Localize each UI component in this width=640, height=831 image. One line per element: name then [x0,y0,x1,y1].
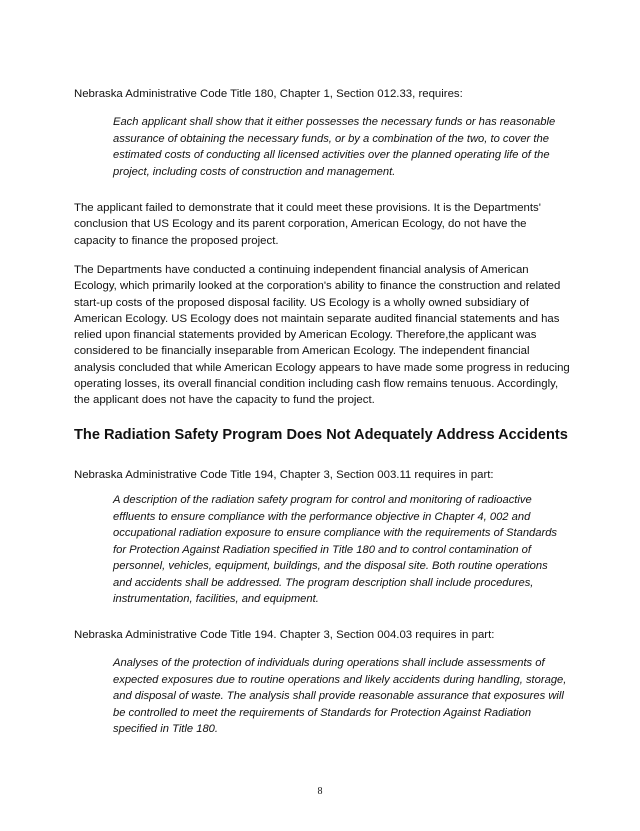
section-heading: The Radiation Safety Program Does Not Adequately Address Accidents [74,427,568,443]
quoted-requirement-exposure-analysis: Analyses of the protection of individuals during operations shall include assessments of expected exposures due to routine operations and likely accidents during handling, storage, and disposal of waste. The analysis shall provide reasonable assurance that exposures will be controlled to meet the requirements of Standards for Protection Against Radiation specified in Title 180. [113,657,567,735]
citation-title-194-004: Nebraska Administrative Code Title 194. Chapter 3, Section 004.03 requires in part: [74,629,495,641]
citation-title-194-003: Nebraska Administrative Code Title 194, Chapter 3, Section 003.11 requires in part: [74,469,494,481]
citation-title-180: Nebraska Administrative Code Title 180, Chapter 1, Section 012.33, requires: [74,88,463,100]
quoted-requirement-safety-program: A description of the radiation safety program for control and monitoring of radioactive effluents to ensure compliance with the performance objective in Chapter 4, 002 and occupational radiation exposure to ensure compliance with the requirements of Standards for Protection Against Radiation specified in Title 180 and to control contamination of personnel, vehicles, equipment, buildings, and the disposal site. Both routine operations and accidents shall be addressed. The program description shall include procedures, instrumentation, facilities, and equipment. [113,494,558,605]
paragraph-financial-analysis: The Departments have conducted a continuing independent financial analysis of American Ecology, which primarily looked at the corporation's ability to finance the construction and related start-up costs of the proposed disposal facility. US Ecology is a wholly owned subsidiary of American Ecology. US Ecology does not maintain separate audited financial statements and has relied upon financial statements provided by American Ecology. Therefore,the applicant was considered to be financially inseparable from American Ecology. The independent financial analysis concluded that while American Ecology appears to have made some progress in reducing operating losses, its overall financial condition including cash flow remains tenuous. Accordingly, the applicant does not have the capacity to fund the project. [74,264,570,407]
page-number: 8 [317,786,323,797]
quoted-requirement-financial: Each applicant shall show that it either possesses the necessary funds or has reasonable assurance of obtaining the necessary funds, or by a combination of the two, to cover the estimated costs of conducting all licensed activities over the planned operating life of the project, including costs of construction and management. [113,116,556,178]
paragraph-failed-demonstration: The applicant failed to demonstrate that it could meet these provisions. It is the Departments' conclusion that US Ecology and its parent corporation, American Ecology, do not have the capacity to finance the proposed project. [74,202,541,247]
